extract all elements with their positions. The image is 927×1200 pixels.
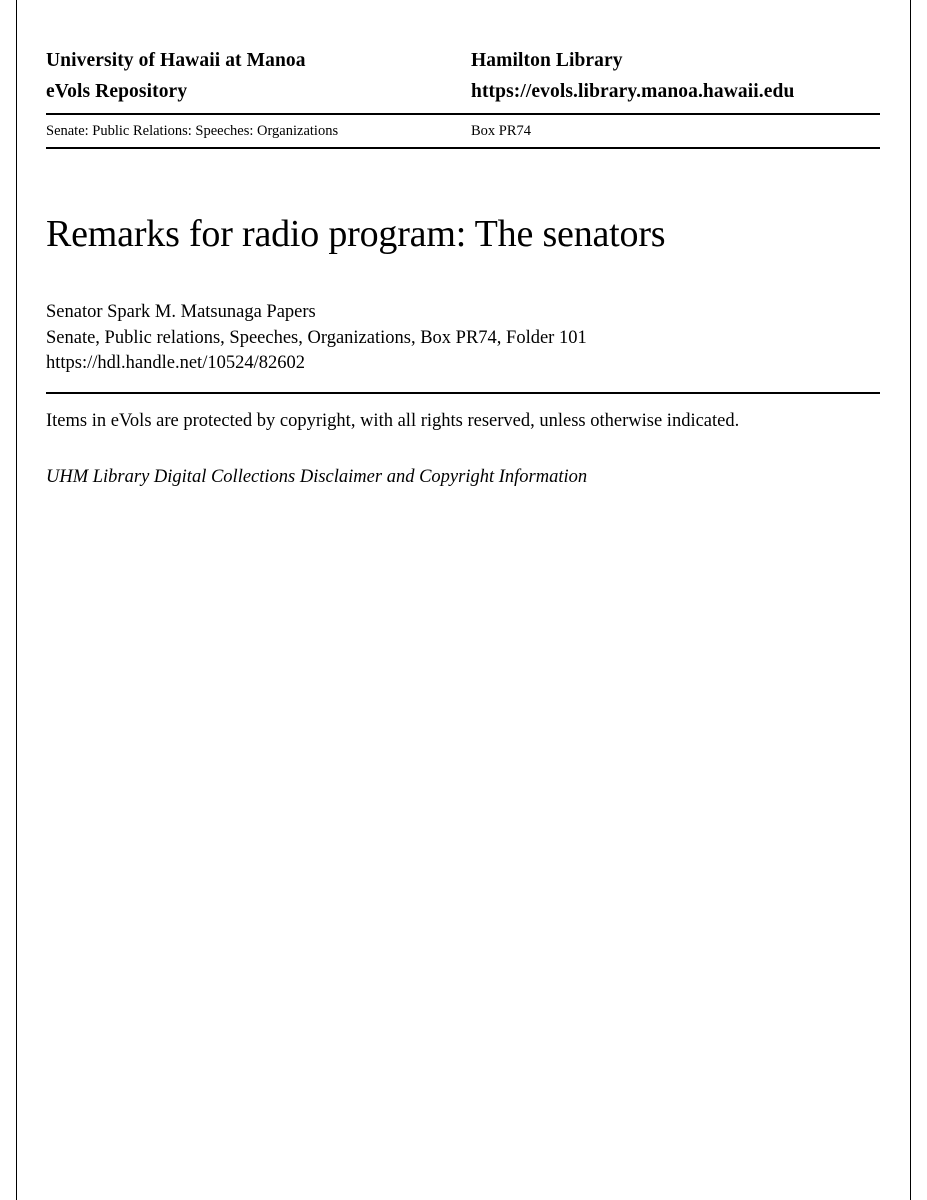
citation-collection: Senator Spark M. Matsunaga Papers <box>46 302 316 322</box>
header-row-secondary <box>46 77 880 107</box>
header-row-primary <box>46 46 880 76</box>
page-right-rule <box>910 0 911 1200</box>
page-left-rule <box>16 0 17 1200</box>
citation-divider <box>46 392 880 394</box>
header-row-collection <box>46 115 880 147</box>
repository-name: eVols Repository <box>46 81 188 102</box>
disclaimer-link[interactable]: UHM Library Digital Collections Disclaimer and Copyright Information <box>46 467 588 487</box>
header-divider-bottom <box>46 147 880 149</box>
library-name: Hamilton Library <box>471 50 623 71</box>
citation-block <box>46 300 880 377</box>
citation-handle-url[interactable]: https://hdl.handle.net/10524/82602 <box>46 353 305 373</box>
institution-name: University of Hawaii at Manoa <box>46 50 306 71</box>
box-label: Box PR74 <box>471 123 532 139</box>
page-title: Remarks for radio program: The senators <box>46 213 666 256</box>
document-header <box>46 46 880 149</box>
rights-statement: Items in eVols are protected by copyright, with all rights reserved, unless otherwise indicated. <box>46 411 740 431</box>
repository-url[interactable]: https://evols.library.manoa.hawaii.edu <box>471 81 795 102</box>
collection-path: Senate: Public Relations: Speeches: Organizations <box>46 123 339 139</box>
citation-series: Senate, Public relations, Speeches, Organizations, Box PR74, Folder 101 <box>46 327 587 348</box>
